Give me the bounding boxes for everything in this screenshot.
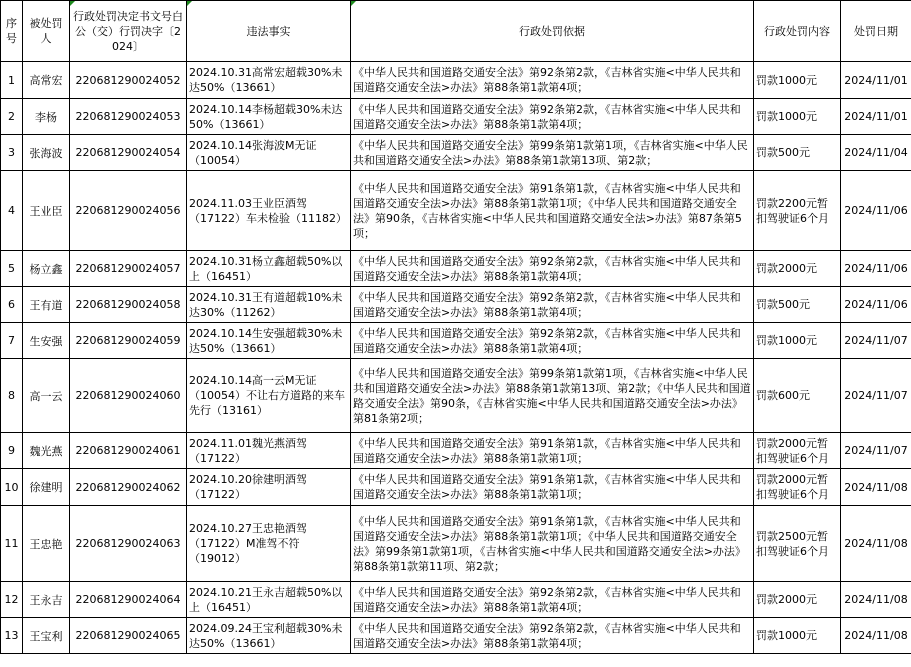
cell-content[interactable]: 罚款500元 bbox=[754, 287, 841, 323]
cell-content[interactable]: 罚款1000元 bbox=[754, 618, 841, 654]
cell-basis[interactable]: 《中华人民共和国道路交通安全法》第92条第2款，《吉林省实施<中华人民共和国道路交通安全法>办法》第88条第1款第4项； bbox=[351, 251, 754, 287]
header-facts[interactable]: 违法事实 bbox=[187, 1, 351, 62]
cell-person[interactable]: 杨立鑫 bbox=[23, 251, 70, 287]
cell-date[interactable]: 2024/11/06 bbox=[841, 287, 911, 323]
header-seq[interactable]: 序号 bbox=[1, 1, 23, 62]
cell-content[interactable]: 罚款2000元暂扣驾驶证6个月 bbox=[754, 433, 841, 469]
cell-seq[interactable]: 11 bbox=[1, 506, 23, 582]
cell-basis[interactable]: 《中华人民共和国道路交通安全法》第99条第1款第1项，《吉林省实施<中华人民共和国道路交通安全法>办法》第88条第1款第13项、第2款；《中华人民共和国道路交通安全法》第90条，《吉林省实施<中华人民共和国道路交通安全法>办法》第81条第2项； bbox=[351, 359, 754, 433]
cell-seq[interactable]: 2 bbox=[1, 99, 23, 135]
cell-seq[interactable]: 6 bbox=[1, 287, 23, 323]
cell-date[interactable]: 2024/11/04 bbox=[841, 135, 911, 171]
cell-doc-no[interactable]: 220681290024056 bbox=[70, 171, 187, 251]
cell-content[interactable]: 罚款2200元暂扣驾驶证6个月 bbox=[754, 171, 841, 251]
cell-facts[interactable]: 2024.10.20徐建明酒驾（17122） bbox=[187, 469, 351, 506]
cell-facts[interactable]: 2024.10.21王永吉超载50%以上（16451） bbox=[187, 582, 351, 618]
table-row bbox=[1, 99, 911, 135]
header-content[interactable]: 行政处罚内容 bbox=[754, 1, 841, 62]
cell-person[interactable]: 张海波 bbox=[23, 135, 70, 171]
cell-date[interactable]: 2024/11/08 bbox=[841, 582, 911, 618]
cell-doc-no[interactable]: 220681290024052 bbox=[70, 62, 187, 99]
header-basis[interactable]: 行政处罚依据 bbox=[351, 1, 754, 62]
cell-seq[interactable]: 4 bbox=[1, 171, 23, 251]
table-row bbox=[1, 433, 911, 469]
cell-person[interactable]: 王永吉 bbox=[23, 582, 70, 618]
cell-basis[interactable]: 《中华人民共和国道路交通安全法》第99条第1款第1项，《吉林省实施<中华人民共和国道路交通安全法>办法》第88条第1款第13项、第2款； bbox=[351, 135, 754, 171]
cell-facts[interactable]: 2024.10.14生安强超载30%未达50%（13661） bbox=[187, 323, 351, 359]
cell-basis[interactable]: 《中华人民共和国道路交通安全法》第92条第2款，《吉林省实施<中华人民共和国道路交通安全法>办法》第88条第1款第4项； bbox=[351, 618, 754, 654]
cell-date[interactable]: 2024/11/08 bbox=[841, 618, 911, 654]
table-row bbox=[1, 506, 911, 582]
cell-seq[interactable]: 8 bbox=[1, 359, 23, 433]
cell-facts[interactable]: 2024.09.24王宝利超载30%未达50%（13661） bbox=[187, 618, 351, 654]
cell-basis[interactable]: 《中华人民共和国道路交通安全法》第92条第2款，《吉林省实施<中华人民共和国道路交通安全法>办法》第88条第1款第4项； bbox=[351, 99, 754, 135]
cell-date[interactable]: 2024/11/06 bbox=[841, 251, 911, 287]
cell-seq[interactable]: 12 bbox=[1, 582, 23, 618]
cell-comment-marker bbox=[187, 1, 192, 6]
cell-person[interactable]: 王有道 bbox=[23, 287, 70, 323]
cell-basis[interactable]: 《中华人民共和国道路交通安全法》第92条第2款，《吉林省实施<中华人民共和国道路交通安全法>办法》第88条第1款第4项； bbox=[351, 287, 754, 323]
cell-seq[interactable]: 5 bbox=[1, 251, 23, 287]
table-row bbox=[1, 469, 911, 506]
table-row bbox=[1, 135, 911, 171]
table-row bbox=[1, 359, 911, 433]
cell-content[interactable]: 罚款1000元 bbox=[754, 323, 841, 359]
table-row bbox=[1, 62, 911, 99]
cell-content[interactable]: 罚款1000元 bbox=[754, 99, 841, 135]
cell-doc-no[interactable]: 220681290024063 bbox=[70, 506, 187, 582]
header-doc-no[interactable]: 行政处罚决定书文号白公（交）行罚决字〔2024〕 bbox=[70, 1, 187, 62]
cell-seq[interactable]: 10 bbox=[1, 469, 23, 506]
cell-seq[interactable]: 3 bbox=[1, 135, 23, 171]
cell-doc-no[interactable]: 220681290024062 bbox=[70, 469, 187, 506]
header-person[interactable]: 被处罚人 bbox=[23, 1, 70, 62]
cell-facts[interactable]: 2024.10.27王忠艳酒驾（17122）M准驾不符（19012） bbox=[187, 506, 351, 582]
cell-doc-no[interactable]: 220681290024064 bbox=[70, 582, 187, 618]
cell-date[interactable]: 2024/11/08 bbox=[841, 506, 911, 582]
cell-doc-no[interactable]: 220681290024060 bbox=[70, 359, 187, 433]
cell-date[interactable]: 2024/11/01 bbox=[841, 99, 911, 135]
cell-doc-no[interactable]: 220681290024058 bbox=[70, 287, 187, 323]
table-row bbox=[1, 171, 911, 251]
cell-person[interactable]: 生安强 bbox=[23, 323, 70, 359]
cell-facts[interactable]: 2024.10.31杨立鑫超载50%以上（16451） bbox=[187, 251, 351, 287]
cell-person[interactable]: 徐建明 bbox=[23, 469, 70, 506]
cell-date[interactable]: 2024/11/01 bbox=[841, 62, 911, 99]
cell-content[interactable]: 罚款2000元 bbox=[754, 582, 841, 618]
cell-facts[interactable]: 2024.11.03王业臣酒驾（17122）车未检验（11182） bbox=[187, 171, 351, 251]
cell-doc-no[interactable]: 220681290024053 bbox=[70, 99, 187, 135]
cell-basis[interactable]: 《中华人民共和国道路交通安全法》第91条第1款，《吉林省实施<中华人民共和国道路交通安全法>办法》第88条第1款第1项；《中华人民共和国道路交通安全法》第99条第1款第1项，《吉林省实施<中华人民共和国道路交通安全法>办法》第88条第1款第11项、第2款； bbox=[351, 506, 754, 582]
cell-doc-no[interactable]: 220681290024057 bbox=[70, 251, 187, 287]
header-date[interactable]: 处罚日期 bbox=[841, 1, 911, 62]
cell-doc-no[interactable]: 220681290024061 bbox=[70, 433, 187, 469]
cell-facts[interactable]: 2024.10.14张海波M无证（10054） bbox=[187, 135, 351, 171]
cell-comment-marker bbox=[351, 1, 356, 6]
cell-date[interactable]: 2024/11/07 bbox=[841, 433, 911, 469]
cell-person[interactable]: 王宝利 bbox=[23, 618, 70, 654]
cell-basis[interactable]: 《中华人民共和国道路交通安全法》第92条第2款，《吉林省实施<中华人民共和国道路交通安全法>办法》第88条第1款第4项； bbox=[351, 323, 754, 359]
cell-seq[interactable]: 7 bbox=[1, 323, 23, 359]
cell-basis[interactable]: 《中华人民共和国道路交通安全法》第91条第1款，《吉林省实施<中华人民共和国道路交通安全法>办法》第88条第1款第1项； bbox=[351, 433, 754, 469]
cell-facts[interactable]: 2024.10.14高一云M无证（10054）不让右方道路的来车先行（13161） bbox=[187, 359, 351, 433]
cell-facts[interactable]: 2024.10.31王有道超载10%未达30%（11262） bbox=[187, 287, 351, 323]
cell-basis[interactable]: 《中华人民共和国道路交通安全法》第91条第1款，《吉林省实施<中华人民共和国道路交通安全法>办法》第88条第1款第1项；《中华人民共和国道路交通安全法》第90条，《吉林省实施<中华人民共和国道路交通安全法>办法》第87条第5项； bbox=[351, 171, 754, 251]
table-row bbox=[1, 582, 911, 618]
cell-content[interactable]: 罚款2500元暂扣驾驶证6个月 bbox=[754, 506, 841, 582]
cell-person[interactable]: 魏光燕 bbox=[23, 433, 70, 469]
table-row bbox=[1, 323, 911, 359]
cell-person[interactable]: 高常宏 bbox=[23, 62, 70, 99]
table-row bbox=[1, 618, 911, 654]
cell-basis[interactable]: 《中华人民共和国道路交通安全法》第92条第2款，《吉林省实施<中华人民共和国道路交通安全法>办法》第88条第1款第4项； bbox=[351, 582, 754, 618]
cell-person[interactable]: 高一云 bbox=[23, 359, 70, 433]
cell-date[interactable]: 2024/11/07 bbox=[841, 359, 911, 433]
cell-content[interactable]: 罚款1000元 bbox=[754, 62, 841, 99]
cell-seq[interactable]: 13 bbox=[1, 618, 23, 654]
table-row bbox=[1, 251, 911, 287]
cell-doc-no[interactable]: 220681290024054 bbox=[70, 135, 187, 171]
cell-doc-no[interactable]: 220681290024059 bbox=[70, 323, 187, 359]
cell-facts[interactable]: 2024.10.31高常宏超载30%未达50%（13661） bbox=[187, 62, 351, 99]
cell-facts[interactable]: 2024.10.14李杨超载30%未达50%（13661） bbox=[187, 99, 351, 135]
cell-person[interactable]: 王业臣 bbox=[23, 171, 70, 251]
cell-doc-no[interactable]: 220681290024065 bbox=[70, 618, 187, 654]
cell-person[interactable]: 王忠艳 bbox=[23, 506, 70, 582]
cell-date[interactable]: 2024/11/08 bbox=[841, 469, 911, 506]
cell-content[interactable]: 罚款2000元暂扣驾驶证6个月 bbox=[754, 469, 841, 506]
cell-facts[interactable]: 2024.11.01魏光燕酒驾（17122） bbox=[187, 433, 351, 469]
cell-date[interactable]: 2024/11/07 bbox=[841, 323, 911, 359]
cell-content[interactable]: 罚款600元 bbox=[754, 359, 841, 433]
table-row bbox=[1, 287, 911, 323]
cell-seq[interactable]: 9 bbox=[1, 433, 23, 469]
cell-comment-marker bbox=[70, 1, 75, 6]
cell-content[interactable]: 罚款500元 bbox=[754, 135, 841, 171]
header-row bbox=[1, 1, 911, 62]
cell-person[interactable]: 李杨 bbox=[23, 99, 70, 135]
cell-seq[interactable]: 1 bbox=[1, 62, 23, 99]
cell-basis[interactable]: 《中华人民共和国道路交通安全法》第91条第1款，《吉林省实施<中华人民共和国道路交通安全法>办法》第88条第1款第1项； bbox=[351, 469, 754, 506]
cell-date[interactable]: 2024/11/06 bbox=[841, 171, 911, 251]
cell-basis[interactable]: 《中华人民共和国道路交通安全法》第92条第2款，《吉林省实施<中华人民共和国道路交通安全法>办法》第88条第1款第4项； bbox=[351, 62, 754, 99]
cell-content[interactable]: 罚款2000元 bbox=[754, 251, 841, 287]
